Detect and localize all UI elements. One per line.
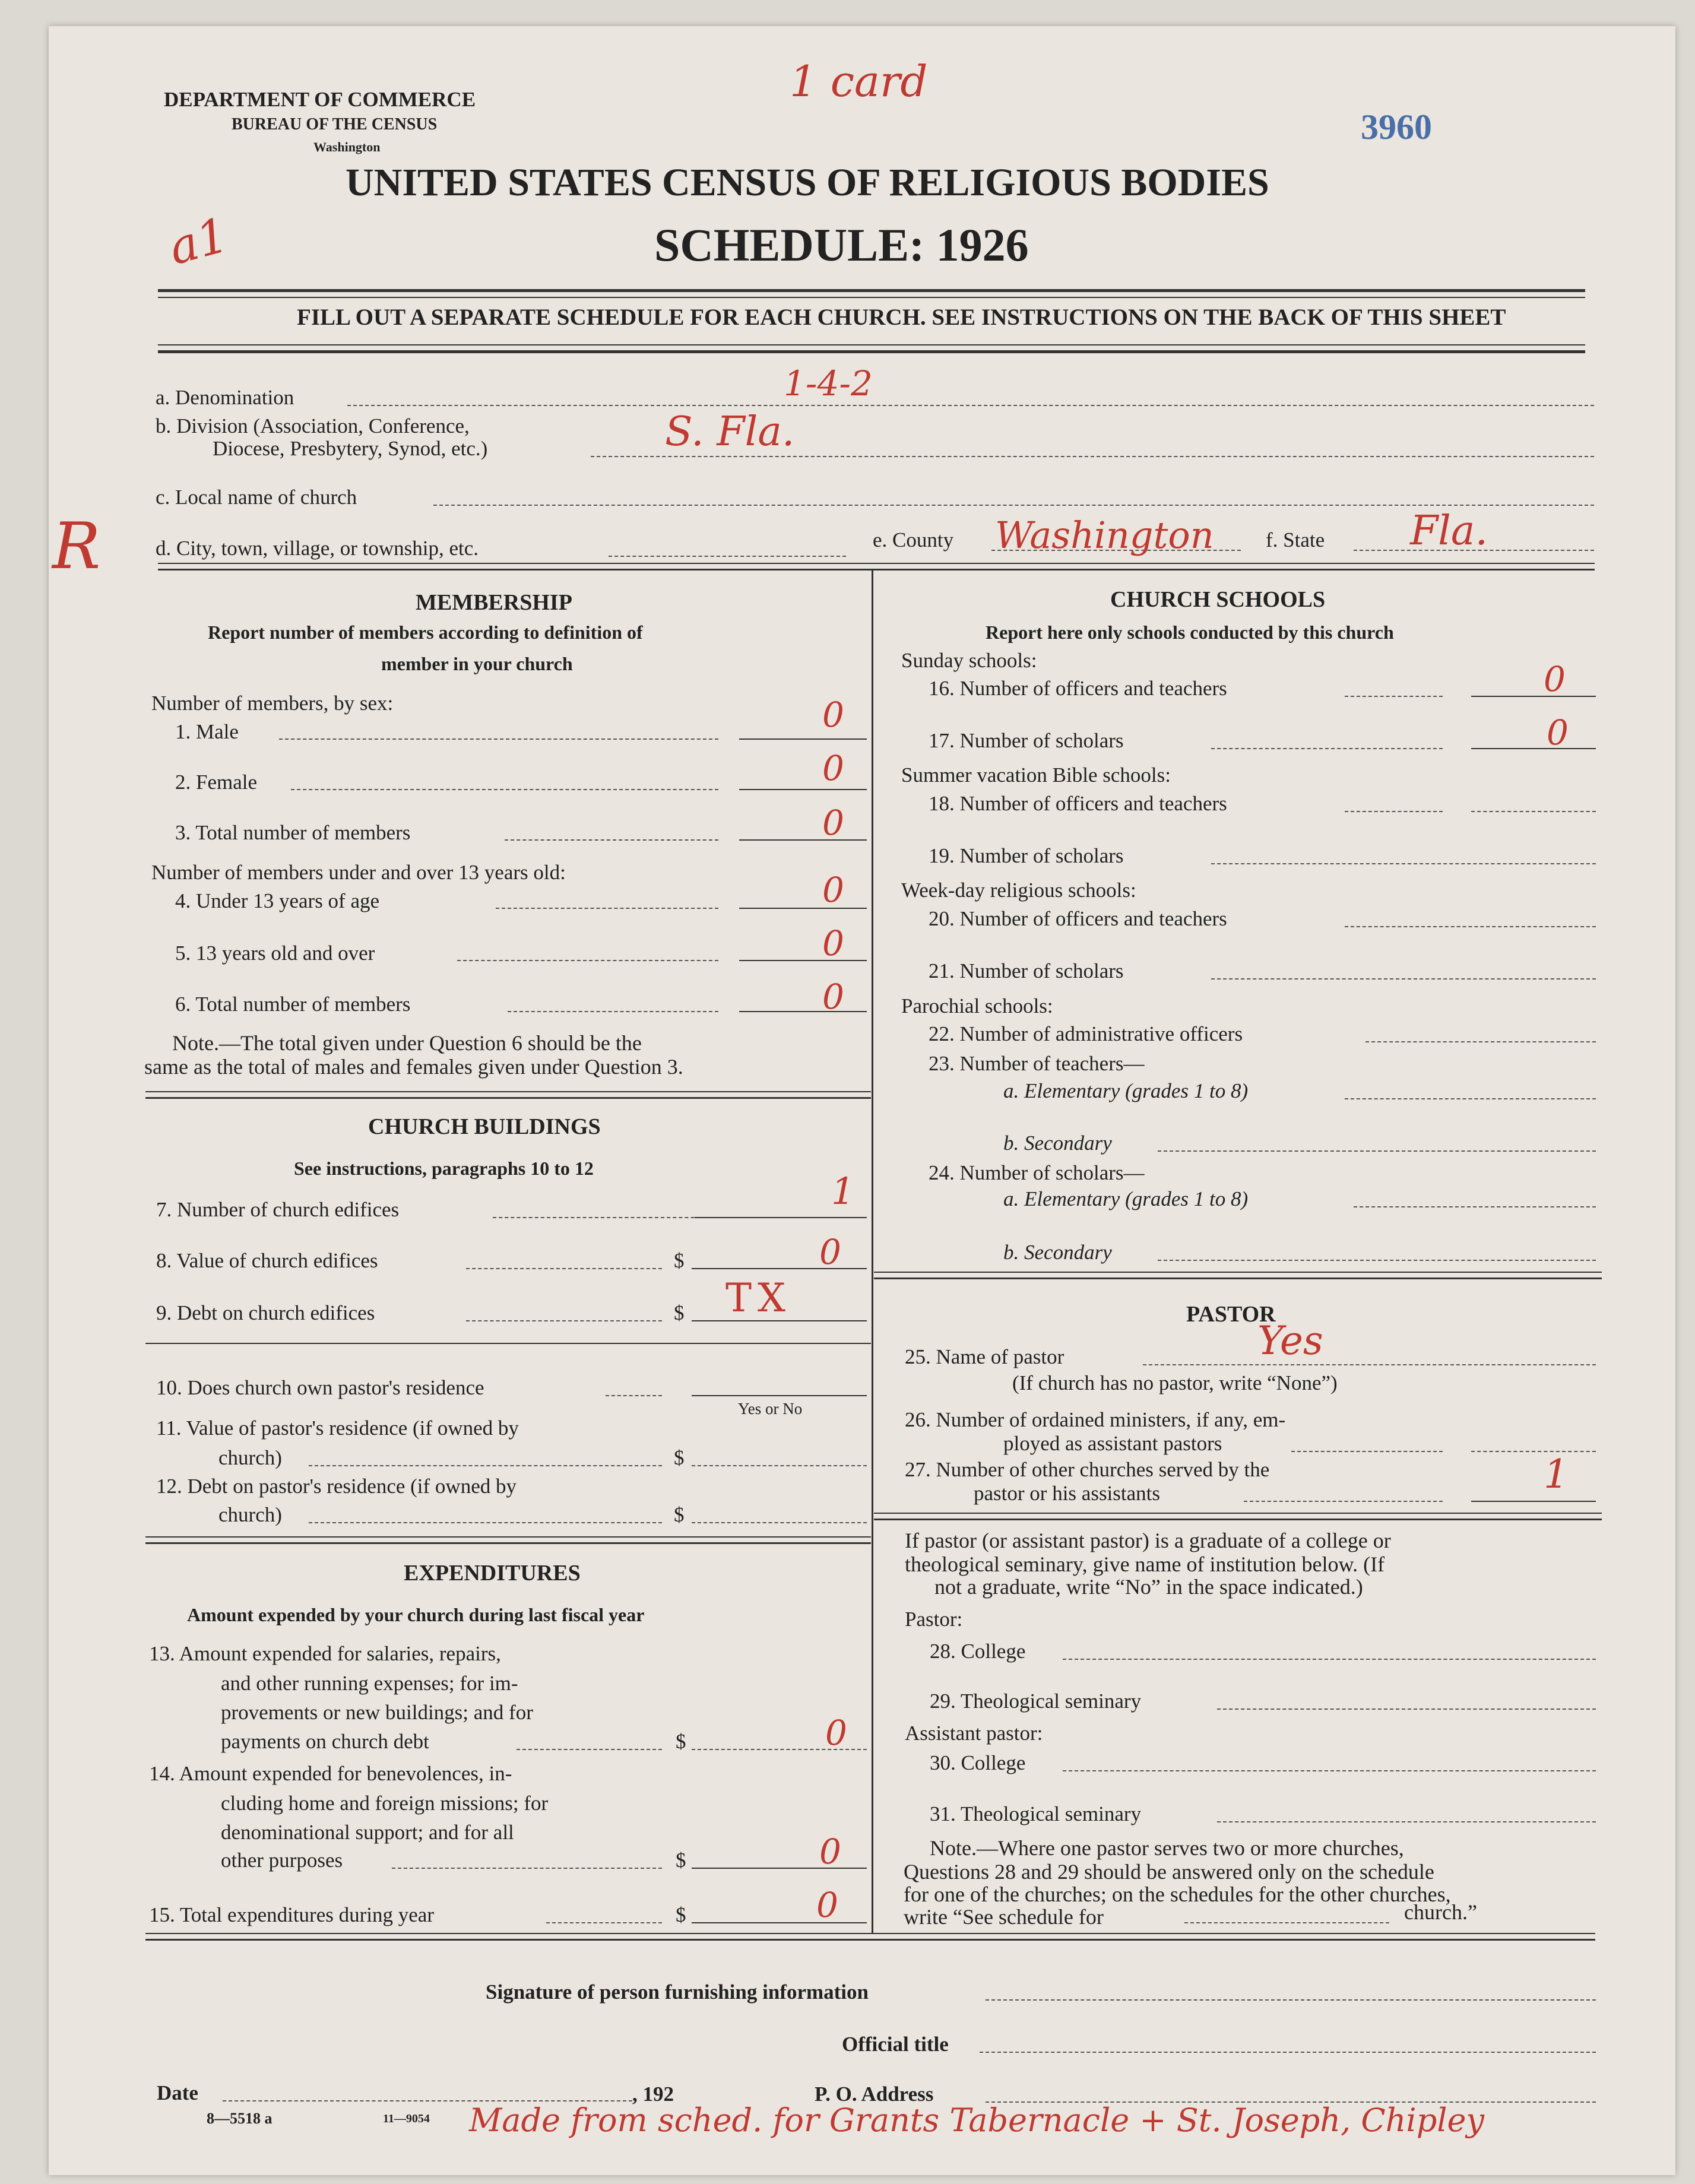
- q11-dots: [309, 1465, 662, 1466]
- q14-value: 0: [819, 1831, 841, 1872]
- handwritten-mark-a1: a1: [163, 207, 234, 276]
- signature-label: Signature of person furnishing information: [486, 1980, 869, 2004]
- rule-ident-2: [158, 569, 1595, 570]
- official-title-line[interactable]: [980, 2052, 1596, 2053]
- department-heading: DEPARTMENT OF COMMERCE: [164, 88, 476, 111]
- handwritten-footer-note: Made from sched. for Grants Tabernacle + St. Joseph, Chipley: [469, 2101, 1484, 2139]
- membership-sub-1: Report number of members according to definition of: [208, 622, 643, 643]
- q4-dots: [496, 908, 718, 909]
- state-label: f. State: [1266, 528, 1325, 551]
- denomination-line[interactable]: [347, 405, 1594, 406]
- q11-label-2: church): [218, 1446, 282, 1469]
- q3-answer-line[interactable]: [739, 839, 867, 841]
- pastor-note-2: Questions 28 and 29 should be answered only on the schedule: [904, 1860, 1434, 1884]
- q12-dollar: $: [674, 1503, 685, 1526]
- q26-label-2: ployed as assistant pastors: [1003, 1432, 1222, 1455]
- q6-total-value: 0: [822, 977, 844, 1017]
- membership-note-1: Note.—The total given under Question 6 should be the: [172, 1031, 642, 1055]
- rule-pastor-1: [874, 1513, 1602, 1514]
- denomination-value: 1-4-2: [784, 363, 873, 404]
- handwritten-mark-r: R: [52, 509, 101, 584]
- rule-schools-2: [874, 1278, 1602, 1279]
- q23b-answer-line[interactable]: [1158, 1150, 1596, 1152]
- form-title: UNITED STATES CENSUS OF RELIGIOUS BODIES: [346, 161, 1269, 204]
- center-column-divider: [872, 570, 873, 1934]
- q7-label: 7. Number of church edifices: [156, 1198, 400, 1221]
- city-label: d. City, town, village, or township, etc.: [156, 537, 479, 560]
- pastor-note-3: for one of the churches; on the schedules for the other churches,: [904, 1882, 1451, 1906]
- q6-dots: [508, 1011, 718, 1012]
- q5-dots: [457, 960, 718, 961]
- q27-value: 1: [1544, 1451, 1569, 1497]
- q6-answer-line[interactable]: [739, 1011, 867, 1012]
- q11-answer-line[interactable]: [692, 1465, 867, 1466]
- membership-heading: MEMBERSHIP: [416, 590, 572, 615]
- po-address-label: P. O. Address: [815, 2082, 934, 2106]
- q14-label-4: other purposes: [221, 1849, 343, 1872]
- q4-answer-line[interactable]: [739, 908, 867, 909]
- q27-label-2: pastor or his assistants: [974, 1482, 1161, 1505]
- pastor-subsection-label: Pastor:: [905, 1608, 963, 1631]
- q4-under13-label: 4. Under 13 years of age: [175, 889, 380, 912]
- q4-under13-value: 0: [822, 870, 844, 910]
- rule-membership-1: [145, 1091, 871, 1092]
- state-value: Fla.: [1410, 508, 1488, 554]
- q2-female-label: 2. Female: [175, 771, 258, 794]
- pastor-note-4b: church.”: [1404, 1900, 1477, 1924]
- q29-label: 29. Theological seminary: [930, 1689, 1142, 1713]
- q24-label: 24. Number of scholars—: [929, 1161, 1145, 1184]
- q1-male-value: 0: [822, 695, 844, 735]
- q17-value: 0: [1547, 712, 1569, 753]
- q20-answer-line[interactable]: [1345, 926, 1596, 927]
- q19-answer-line[interactable]: [1211, 863, 1596, 864]
- rule-membership-2: [145, 1097, 871, 1099]
- division-line[interactable]: [591, 456, 1594, 457]
- q22-answer-line[interactable]: [1365, 1041, 1596, 1042]
- q13-label-4: payments on church debt: [221, 1730, 429, 1753]
- q5-over13-value: 0: [822, 923, 844, 963]
- graduate-instruction-2: theological seminary, give name of institution below. (If: [905, 1552, 1385, 1576]
- q5-over13-label: 5. 13 years old and over: [175, 942, 375, 965]
- q30-label: 30. College: [930, 1751, 1026, 1774]
- form-number: 8—5518 a: [207, 2110, 273, 2127]
- q2-answer-line[interactable]: [739, 789, 867, 790]
- q9-value: TX: [725, 1275, 792, 1321]
- see-schedule-for-line[interactable]: [1184, 1922, 1389, 1923]
- q15-dots: [546, 1922, 662, 1923]
- q21-label: 21. Number of scholars: [929, 959, 1124, 982]
- rule-buildings-1: [145, 1536, 871, 1538]
- q17-label: 17. Number of scholars: [929, 729, 1124, 752]
- q27-label-1: 27. Number of other churches served by the: [905, 1458, 1270, 1481]
- q21-answer-line[interactable]: [1211, 978, 1596, 980]
- q17-dots: [1211, 748, 1443, 749]
- division-label: b. Division (Association, Conference,: [156, 414, 470, 438]
- church-name-line[interactable]: [433, 505, 1594, 506]
- stamp-number: 3960: [1361, 107, 1432, 147]
- q8-label: 8. Value of church edifices: [156, 1249, 378, 1272]
- q3-total-label: 3. Total number of members: [175, 821, 411, 844]
- print-number: 11—9054: [383, 2112, 430, 2125]
- q8-value: 0: [819, 1232, 841, 1272]
- q10-dots: [606, 1395, 662, 1396]
- q23b-label: b. Secondary: [1003, 1131, 1112, 1155]
- q29-answer-line[interactable]: [1217, 1708, 1596, 1710]
- q23a-answer-line[interactable]: [1345, 1098, 1596, 1099]
- q8-dots: [466, 1268, 662, 1269]
- schools-sub: Report here only schools conducted by this church: [986, 622, 1394, 643]
- q14-dollar: $: [676, 1849, 686, 1872]
- q30-answer-line[interactable]: [1063, 1770, 1596, 1771]
- q24b-label: b. Secondary: [1003, 1241, 1112, 1264]
- q9-dots: [466, 1320, 662, 1321]
- weekday-schools-label: Week-day religious schools:: [901, 879, 1136, 902]
- rule-buildings-2: [145, 1542, 871, 1544]
- q24a-label: a. Elementary (grades 1 to 8): [1003, 1187, 1249, 1210]
- q16-label: 16. Number of officers and teachers: [929, 677, 1227, 700]
- buildings-heading: CHURCH BUILDINGS: [368, 1114, 601, 1139]
- q12-dots: [309, 1522, 662, 1523]
- q11-label-1: 11. Value of pastor's residence (if owned by: [156, 1416, 519, 1440]
- q13-label-1: 13. Amount expended for salaries, repairs,: [149, 1642, 501, 1665]
- q1-male-label: 1. Male: [175, 720, 239, 743]
- city-line[interactable]: [609, 556, 846, 557]
- q14-label-3: denominational support; and for all: [221, 1821, 514, 1844]
- q18-dots: [1345, 811, 1443, 812]
- rule-top-thick: [158, 289, 1585, 292]
- graduate-instruction-1: If pastor (or assistant pastor) is a graduate of a college or: [905, 1529, 1391, 1552]
- q6-total-label: 6. Total number of members: [175, 993, 411, 1016]
- q18-answer-line[interactable]: [1471, 811, 1596, 812]
- q19-label: 19. Number of scholars: [929, 844, 1124, 867]
- instruction-banner: FILL OUT A SEPARATE SCHEDULE FOR EACH CHURCH. SEE INSTRUCTIONS ON THE BACK OF THIS SHEET: [297, 305, 1506, 330]
- q20-label: 20. Number of officers and teachers: [929, 907, 1227, 930]
- membership-note-2: same as the total of males and females given under Question 3.: [144, 1055, 683, 1079]
- q15-answer-line[interactable]: [692, 1922, 867, 1923]
- city-heading: Washington: [313, 140, 381, 154]
- q14-label-1: 14. Amount expended for benevolences, in-: [149, 1762, 512, 1785]
- q31-answer-line[interactable]: [1217, 1821, 1596, 1822]
- q13-label-3: provements or new buildings; and for: [221, 1701, 533, 1724]
- county-value: Washington: [995, 513, 1214, 557]
- q10-label: 10. Does church own pastor's residence: [156, 1376, 484, 1399]
- date-year-suffix: , 192: [632, 2082, 674, 2106]
- rule-buildings-mid: [145, 1343, 871, 1344]
- q16-dots: [1345, 696, 1443, 697]
- q25-answer-line[interactable]: [1143, 1364, 1596, 1365]
- q16-value: 0: [1544, 659, 1566, 699]
- q26-answer-line[interactable]: [1471, 1451, 1596, 1452]
- q7-answer-line[interactable]: [695, 1217, 867, 1218]
- summer-schools-label: Summer vacation Bible schools:: [901, 763, 1171, 787]
- q10-yes-no-hint: Yes or No: [738, 1400, 803, 1418]
- rule-schools-1: [874, 1272, 1602, 1273]
- q14-dots: [392, 1868, 662, 1869]
- q24a-answer-line[interactable]: [1354, 1206, 1596, 1207]
- expenditures-sub: Amount expended by your church during last fiscal year: [187, 1604, 645, 1625]
- q13-label-2: and other running expenses; for im-: [221, 1672, 518, 1695]
- q25-label: 25. Name of pastor: [905, 1345, 1064, 1368]
- form-subtitle: SCHEDULE: 1926: [654, 219, 1029, 271]
- q12-label-2: church): [218, 1503, 282, 1526]
- q1-answer-line[interactable]: [739, 738, 867, 740]
- handwritten-card-note: 1 card: [790, 56, 928, 106]
- parochial-schools-label: Parochial schools:: [901, 994, 1053, 1017]
- q28-answer-line[interactable]: [1063, 1659, 1596, 1660]
- rule-ident-1: [158, 563, 1595, 564]
- q13-dots: [517, 1749, 662, 1750]
- official-title-label: Official title: [842, 2033, 949, 2056]
- q2-female-value: 0: [822, 748, 844, 788]
- q13-value: 0: [825, 1713, 847, 1753]
- q25-value: Yes: [1257, 1318, 1323, 1364]
- expenditures-heading: EXPENDITURES: [404, 1561, 581, 1586]
- q16-answer-line[interactable]: [1471, 696, 1596, 697]
- q24b-answer-line[interactable]: [1158, 1260, 1596, 1261]
- rule-bottom-1: [145, 1933, 1595, 1934]
- q26-dots: [1291, 1451, 1443, 1452]
- q18-label: 18. Number of officers and teachers: [929, 792, 1227, 815]
- q9-label: 9. Debt on church edifices: [156, 1301, 375, 1324]
- schools-heading: CHURCH SCHOOLS: [1110, 587, 1326, 612]
- division-label-2: Diocese, Presbytery, Synod, etc.): [213, 437, 488, 460]
- q15-label: 15. Total expenditures during year: [149, 1903, 434, 1926]
- pastor-note-4a: write “See schedule for: [904, 1905, 1104, 1929]
- sunday-schools-label: Sunday schools:: [901, 649, 1037, 672]
- q12-answer-line[interactable]: [692, 1522, 867, 1523]
- church-name-label: c. Local name of church: [156, 486, 357, 509]
- q14-label-2: cluding home and foreign missions; for: [221, 1792, 549, 1815]
- membership-sub-2: member in your church: [381, 653, 573, 674]
- q25-note: (If church has no pastor, write “None”): [1012, 1371, 1338, 1394]
- q8-dollar: $: [674, 1249, 685, 1272]
- q23a-label: a. Elementary (grades 1 to 8): [1003, 1079, 1249, 1102]
- denomination-label: a. Denomination: [156, 386, 294, 409]
- q27-answer-line[interactable]: [1471, 1501, 1596, 1502]
- q2-dots: [291, 789, 718, 790]
- q26-label-1: 26. Number of ordained ministers, if any, em-: [905, 1408, 1286, 1431]
- q28-label: 28. College: [930, 1640, 1026, 1663]
- q15-value: 0: [816, 1885, 838, 1925]
- pastor-heading: PASTOR: [1186, 1302, 1276, 1327]
- members-by-sex-label: Number of members, by sex:: [151, 692, 394, 715]
- q22-label: 22. Number of administrative officers: [929, 1022, 1243, 1045]
- q7-value: 1: [831, 1169, 855, 1213]
- q3-dots: [505, 839, 718, 841]
- q23-label: 23. Number of teachers—: [929, 1052, 1145, 1075]
- q31-label: 31. Theological seminary: [930, 1802, 1142, 1825]
- buildings-sub: See instructions, paragraphs 10 to 12: [294, 1158, 594, 1179]
- members-by-age-label: Number of members under and over 13 years old:: [151, 861, 566, 884]
- q27-dots: [1244, 1501, 1443, 1502]
- q12-label-1: 12. Debt on pastor's residence (if owned by: [156, 1475, 517, 1498]
- q13-dollar: $: [676, 1730, 686, 1753]
- pastor-note-1: Note.—Where one pastor serves two or more churches,: [930, 1836, 1404, 1860]
- q17-answer-line[interactable]: [1471, 748, 1596, 749]
- q10-answer-line[interactable]: [692, 1395, 867, 1396]
- q11-dollar: $: [674, 1446, 685, 1469]
- q5-answer-line[interactable]: [739, 960, 867, 961]
- q3-total-value: 0: [822, 803, 844, 843]
- rule-bottom-2: [145, 1939, 1595, 1941]
- signature-line[interactable]: [986, 1999, 1596, 2001]
- bureau-heading: BUREAU OF THE CENSUS: [232, 115, 438, 134]
- county-label: e. County: [873, 528, 954, 551]
- graduate-instruction-3: not a graduate, write “No” in the space indicated.): [934, 1575, 1363, 1599]
- q15-dollar: $: [676, 1903, 686, 1926]
- rule-banner-thin: [158, 344, 1585, 345]
- rule-pastor-2: [874, 1519, 1602, 1520]
- rule-top-thin: [158, 297, 1585, 298]
- rule-banner-thick: [158, 350, 1585, 353]
- q1-dots: [279, 738, 718, 740]
- q7-dots: [493, 1217, 718, 1218]
- q9-dollar: $: [674, 1301, 685, 1324]
- assistant-pastor-label: Assistant pastor:: [905, 1722, 1043, 1745]
- date-label: Date: [157, 2081, 198, 2104]
- division-value: S. Fla.: [665, 408, 795, 455]
